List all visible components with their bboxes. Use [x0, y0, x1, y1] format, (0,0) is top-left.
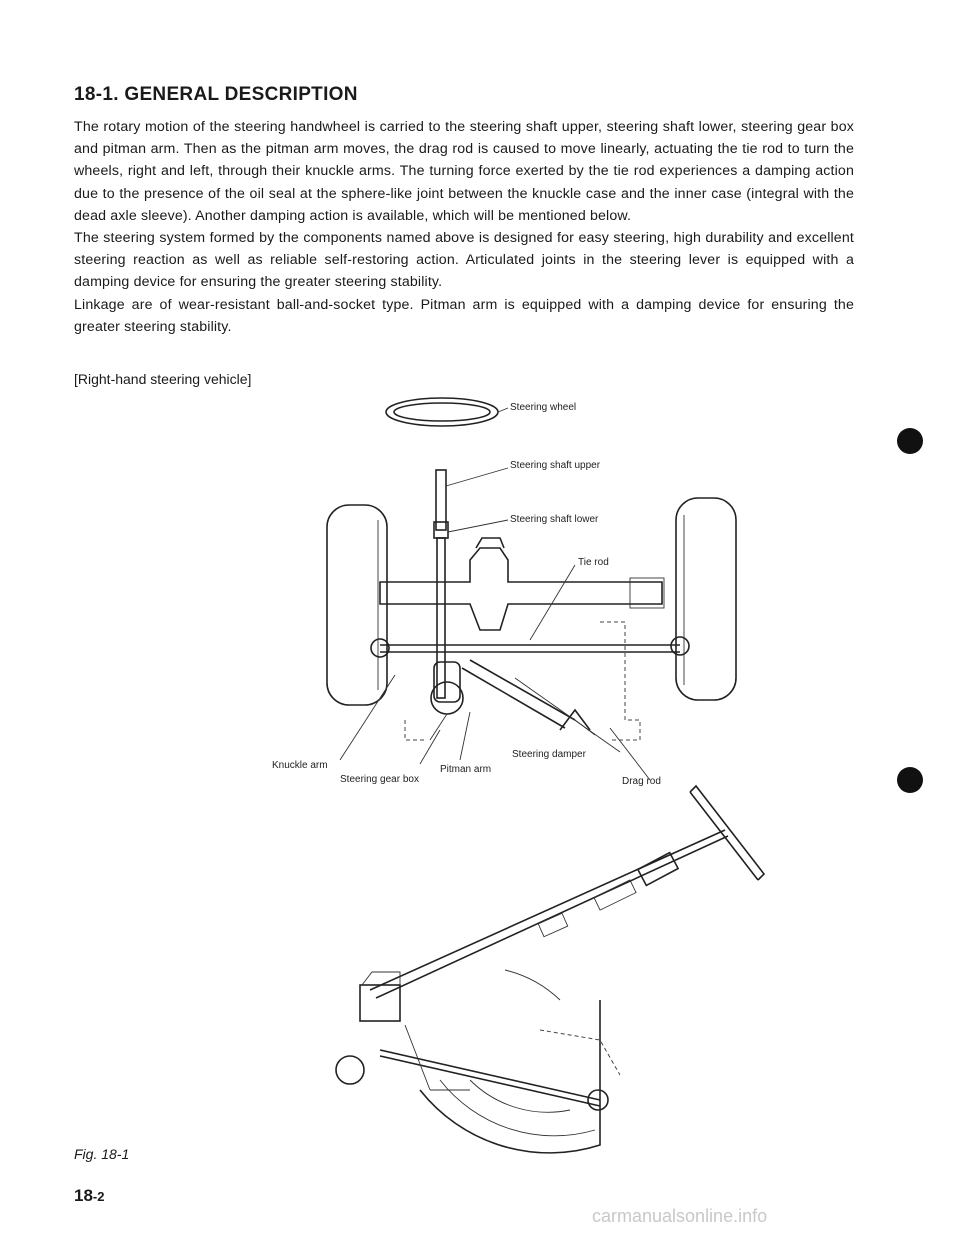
- label-steering-shaft-lower: Steering shaft lower: [510, 514, 599, 525]
- label-steering-wheel: Steering wheel: [510, 402, 577, 413]
- label-steering-gear-box: Steering gear box: [340, 774, 419, 785]
- steering-wheel-drawing: [386, 398, 508, 426]
- label-steering-damper: Steering damper: [512, 749, 586, 760]
- registration-dot-upper: [897, 428, 923, 454]
- steering-damper-drawing: [462, 660, 595, 735]
- section-heading: 18-1. GENERAL DESCRIPTION: [74, 84, 358, 105]
- steering-gear-box-drawing: [430, 662, 463, 740]
- left-wheel-drawing: [327, 505, 387, 705]
- perspective-steering-drawing: [336, 786, 764, 1153]
- figure-caption: [Right-hand steering vehicle]: [74, 371, 252, 387]
- paragraph-1: The rotary motion of the steering handwheel is carried to the steering shaft upper, steering shaft lower, steering gear box and pitman arm. Then as the pitman arm moves, the drag rod is caused to move linearly, actuating the tie rod to turn the wheels, right and left, through their knuckle arms. The turning force exerted by the tie rod experiences a damping action due to the presence of the oil seal at the sphere-like joint between the knuckle case and the inner case (integral with the dead axle sleeve). Another damping action is available, which will be mentioned below.: [74, 119, 854, 224]
- page-number-main: 18: [74, 1186, 93, 1205]
- axle-housing-drawing: [380, 538, 664, 630]
- label-steering-shaft-upper: Steering shaft upper: [510, 460, 601, 471]
- watermark-text: carmanualsonline.info: [592, 1206, 768, 1226]
- registration-dot-lower: [897, 767, 923, 793]
- label-pitman-arm: Pitman arm: [440, 764, 492, 775]
- paragraph-3: Linkage are of wear-resistant ball-and-socket type. Pitman arm is equipped with a damping device for ensuring the greater steering stability.: [74, 296, 854, 335]
- page-number-suffix: -2: [92, 1189, 105, 1204]
- dashed-outline: [405, 622, 640, 740]
- label-drag-rod: Drag rod: [622, 776, 661, 787]
- right-wheel-drawing: [676, 498, 736, 700]
- paragraph-2: The steering system formed by the components named above is designed for easy steering, high durability and excellent steering reaction as well as reliable self-restoring action. Articulated joints in the steering lever is equipped with a damping device for ensuring the greater steering stability.: [74, 230, 854, 291]
- label-knuckle-arm: Knuckle arm: [272, 760, 328, 771]
- steering-shaft-upper-drawing: [436, 468, 508, 530]
- tie-rod-drawing: [371, 565, 689, 657]
- steering-shaft-lower-drawing: [434, 520, 508, 698]
- figure-label: Fig. 18-1: [74, 1146, 130, 1162]
- label-tie-rod: Tie rod: [578, 557, 609, 568]
- page-number: [74, 1186, 104, 1206]
